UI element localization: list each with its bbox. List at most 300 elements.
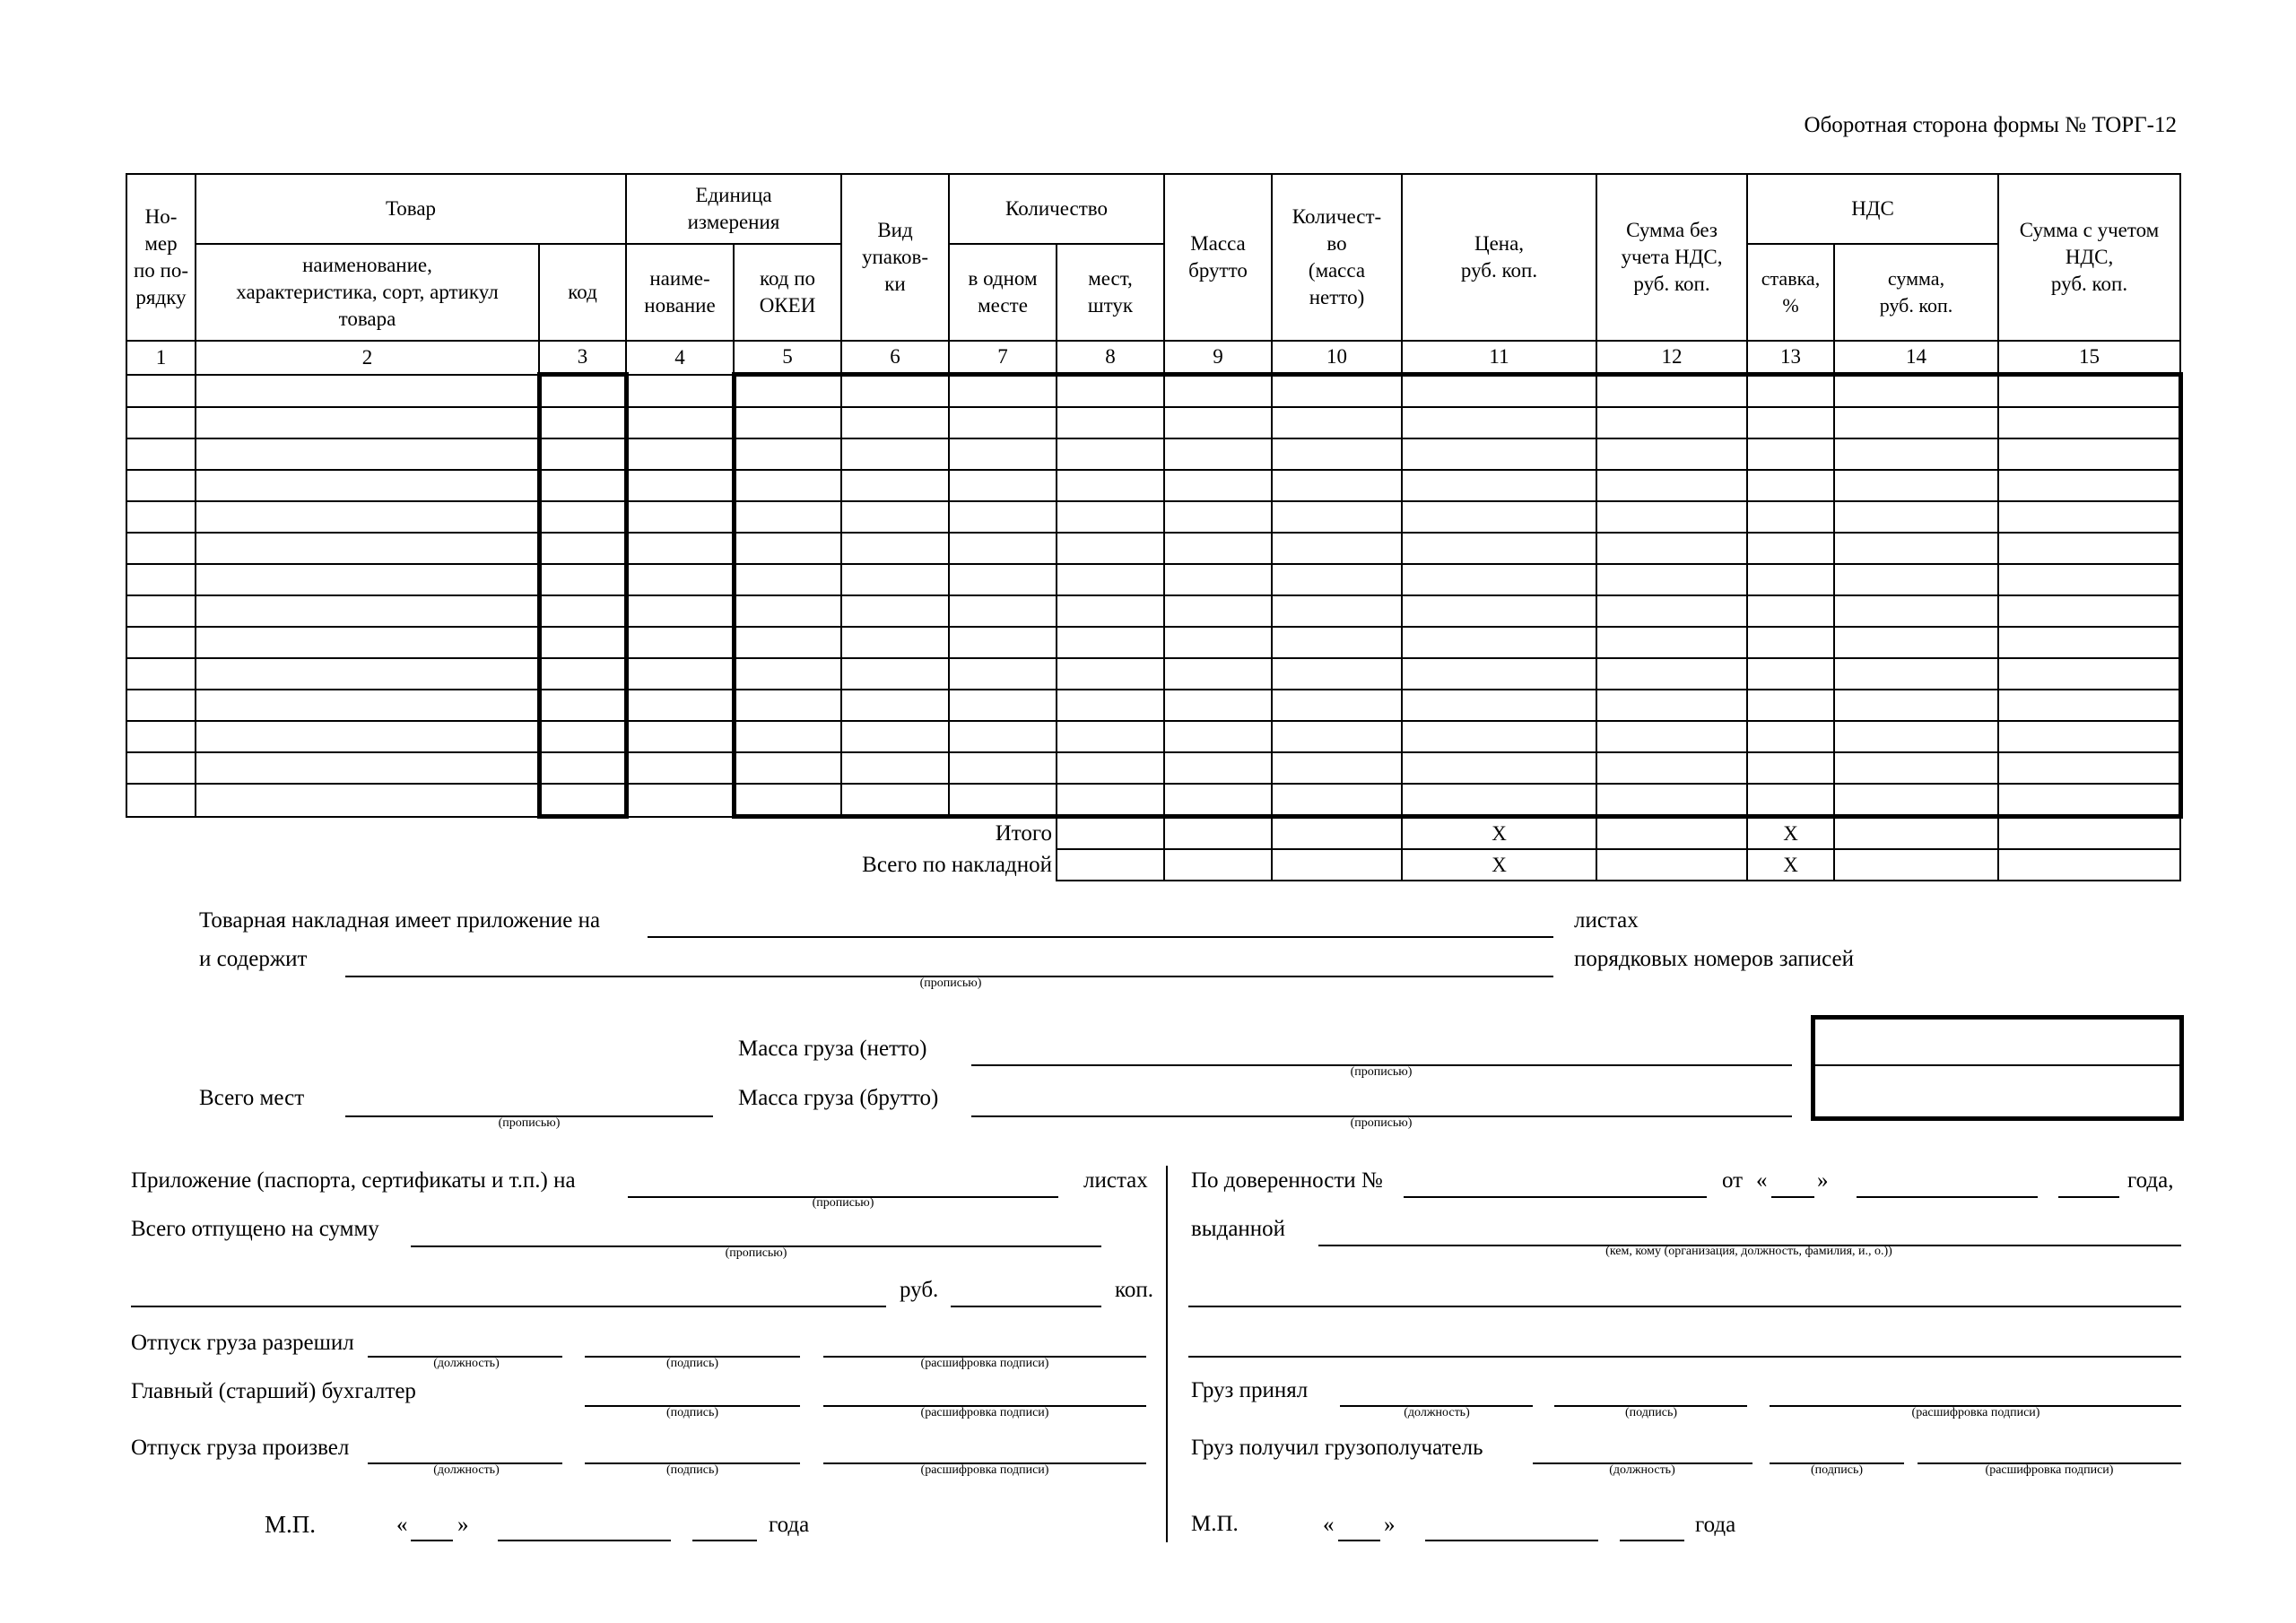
rub-line[interactable] (131, 1306, 886, 1307)
table-row (126, 627, 2180, 658)
table-cell[interactable] (841, 533, 949, 564)
cargo-received-signature-caption: (подпись) (1810, 1463, 1864, 1477)
table-cell[interactable] (1272, 438, 1402, 470)
table-cell[interactable] (1596, 501, 1747, 533)
accountant-signature-caption: (подпись) (665, 1406, 719, 1419)
chief-accountant-label: Главный (старший) бухгалтер (131, 1379, 416, 1403)
table-cell[interactable] (196, 752, 539, 784)
table-cell[interactable] (949, 501, 1057, 533)
poa-quote-open: « (1756, 1168, 1768, 1193)
table-cell[interactable] (1272, 375, 1402, 408)
records-label: порядковых номеров записей (1574, 947, 1854, 971)
table-cell[interactable] (126, 375, 196, 408)
table-cell[interactable] (734, 375, 841, 408)
net-mass-caption: (прописью) (1350, 1065, 1413, 1079)
table-cell[interactable] (949, 721, 1057, 752)
table-cell[interactable] (841, 627, 949, 658)
column-number: 10 (1272, 341, 1402, 375)
header-number: Но- мер по по- рядку (126, 174, 196, 341)
table-cell[interactable] (1596, 784, 1747, 817)
table-cell[interactable] (1834, 595, 1998, 627)
poa-year-label: года, (2127, 1168, 2174, 1193)
kop-line[interactable] (951, 1306, 1101, 1307)
table-cell[interactable] (126, 752, 196, 784)
table-cell[interactable] (949, 627, 1057, 658)
header-goods-code: код (539, 244, 626, 341)
table-cell[interactable] (126, 533, 196, 564)
table-cell[interactable] (1998, 501, 2180, 533)
table-cell[interactable] (1057, 721, 1164, 752)
table-cell[interactable] (1747, 564, 1834, 595)
table-cell[interactable] (1402, 752, 1596, 784)
table-cell[interactable] (626, 375, 734, 408)
table-cell[interactable] (1998, 752, 2180, 784)
table-cell[interactable] (734, 784, 841, 817)
table-cell[interactable] (1164, 533, 1272, 564)
table-cell[interactable] (1998, 438, 2180, 470)
table-cell[interactable] (1747, 690, 1834, 721)
table-cell[interactable] (126, 690, 196, 721)
table-cell[interactable] (1272, 470, 1402, 501)
table-cell[interactable] (626, 564, 734, 595)
table-cell[interactable] (1402, 533, 1596, 564)
table-row (126, 752, 2180, 784)
table-cell[interactable] (1402, 501, 1596, 533)
table-cell[interactable] (949, 375, 1057, 408)
table-cell[interactable] (841, 690, 949, 721)
table-cell[interactable] (734, 752, 841, 784)
attachment-sheets-label: листах (1083, 1168, 1148, 1193)
total-cell[interactable] (1834, 817, 1998, 850)
table-cell[interactable] (734, 407, 841, 438)
table-cell[interactable] (734, 564, 841, 595)
table-cell[interactable] (626, 438, 734, 470)
table-cell[interactable] (1596, 438, 1747, 470)
table-cell[interactable] (841, 658, 949, 690)
release-made-decoding-caption: (расшифровка подписи) (920, 1463, 1049, 1477)
table-cell[interactable] (1747, 627, 1834, 658)
table-cell[interactable] (1272, 752, 1402, 784)
table-cell[interactable] (1834, 752, 1998, 784)
table-cell[interactable] (1596, 375, 1747, 408)
table-cell[interactable] (126, 438, 196, 470)
left-stamp-label: М.П. (265, 1511, 317, 1538)
x-mark: Х (1747, 849, 1834, 881)
table-cell[interactable] (1747, 658, 1834, 690)
table-cell[interactable] (1057, 438, 1164, 470)
table-cell[interactable] (1747, 595, 1834, 627)
table-cell[interactable] (1272, 627, 1402, 658)
appendix-sheets-line[interactable] (648, 936, 1553, 938)
table-cell[interactable] (1057, 690, 1164, 721)
table-cell[interactable] (1998, 470, 2180, 501)
table-cell[interactable] (1272, 564, 1402, 595)
table-cell[interactable] (539, 721, 626, 752)
table-cell[interactable] (539, 690, 626, 721)
table-cell[interactable] (734, 501, 841, 533)
issued-extra-line[interactable] (1188, 1356, 2181, 1358)
table-cell[interactable] (949, 564, 1057, 595)
table-cell[interactable] (1596, 721, 1747, 752)
table-cell[interactable] (1402, 470, 1596, 501)
table-cell[interactable] (1272, 690, 1402, 721)
table-cell[interactable] (949, 533, 1057, 564)
table-cell[interactable] (196, 470, 539, 501)
column-number: 12 (1596, 341, 1747, 375)
right-stamp-label: М.П. (1191, 1512, 1239, 1536)
poa-from-label: от (1722, 1168, 1744, 1193)
table-row (126, 533, 2180, 564)
table-cell[interactable] (626, 501, 734, 533)
table-cell[interactable] (1164, 721, 1272, 752)
table-cell[interactable] (626, 752, 734, 784)
table-cell[interactable] (1057, 533, 1164, 564)
release-made-position-caption: (должность) (433, 1463, 500, 1477)
table-cell[interactable] (196, 375, 539, 408)
table-cell[interactable] (1057, 501, 1164, 533)
table-cell[interactable] (1834, 438, 1998, 470)
net-mass-label: Масса груза (нетто) (738, 1037, 927, 1061)
table-cell[interactable] (1834, 658, 1998, 690)
table-cell[interactable] (1272, 407, 1402, 438)
table-cell[interactable] (196, 658, 539, 690)
table-cell[interactable] (734, 533, 841, 564)
table-cell[interactable] (1057, 470, 1164, 501)
table-cell[interactable] (1596, 752, 1747, 784)
table-cell[interactable] (1164, 375, 1272, 408)
table-cell[interactable] (126, 627, 196, 658)
table-cell[interactable] (1164, 784, 1272, 817)
table-cell[interactable] (126, 407, 196, 438)
table-cell[interactable] (1998, 595, 2180, 627)
total-cell[interactable] (1998, 817, 2180, 850)
table-cell[interactable] (1402, 627, 1596, 658)
table-cell[interactable] (841, 375, 949, 408)
table-cell[interactable] (539, 627, 626, 658)
total-cell[interactable] (1998, 849, 2180, 881)
header-vat: НДС (1747, 174, 1998, 244)
total-cell[interactable] (1834, 849, 1998, 881)
table-cell[interactable] (126, 564, 196, 595)
table-cell[interactable] (1596, 658, 1747, 690)
table-cell[interactable] (126, 470, 196, 501)
table-cell[interactable] (1998, 690, 2180, 721)
table-cell[interactable] (1998, 564, 2180, 595)
table-cell[interactable] (1057, 407, 1164, 438)
table-cell[interactable] (1834, 533, 1998, 564)
table-cell[interactable] (734, 438, 841, 470)
table-cell[interactable] (841, 470, 949, 501)
total-cell[interactable] (1057, 817, 1164, 850)
table-cell[interactable] (1057, 564, 1164, 595)
right-day-line[interactable] (1338, 1540, 1380, 1541)
gross-mass-caption: (прописью) (1350, 1116, 1413, 1130)
table-cell[interactable] (1402, 407, 1596, 438)
table-row (126, 407, 2180, 438)
table-cell[interactable] (1834, 501, 1998, 533)
table-cell[interactable] (734, 595, 841, 627)
table-cell[interactable] (1402, 438, 1596, 470)
table-cell[interactable] (1057, 595, 1164, 627)
table-cell[interactable] (841, 564, 949, 595)
total-places-label: Всего мест (199, 1086, 305, 1110)
header-qty: Количество (949, 174, 1164, 244)
table-cell[interactable] (1164, 501, 1272, 533)
table-cell[interactable] (1272, 595, 1402, 627)
total-cell[interactable] (1164, 817, 1272, 850)
header-sum-with-vat: Сумма с учетом НДС, руб. коп. (1998, 174, 2180, 341)
table-cell[interactable] (949, 752, 1057, 784)
table-cell[interactable] (734, 721, 841, 752)
table-cell[interactable] (1834, 470, 1998, 501)
poa-year-line[interactable] (2058, 1196, 2119, 1198)
table-cell[interactable] (949, 438, 1057, 470)
table-cell[interactable] (1402, 564, 1596, 595)
table-cell[interactable] (1747, 407, 1834, 438)
table-cell[interactable] (1747, 533, 1834, 564)
table-cell[interactable] (126, 721, 196, 752)
table-cell[interactable] (196, 690, 539, 721)
table-cell[interactable] (626, 627, 734, 658)
total-cell[interactable] (1596, 817, 1747, 850)
table-cell[interactable] (1057, 752, 1164, 784)
table-cell[interactable] (196, 501, 539, 533)
table-cell[interactable] (539, 470, 626, 501)
table-cell[interactable] (1998, 375, 2180, 408)
table-cell[interactable] (196, 784, 539, 817)
table-cell[interactable] (626, 470, 734, 501)
table-cell[interactable] (1834, 375, 1998, 408)
table-cell[interactable] (196, 407, 539, 438)
column-separator (1166, 1166, 1168, 1542)
table-cell[interactable] (949, 407, 1057, 438)
table-row (126, 501, 2180, 533)
table-cell[interactable] (1272, 721, 1402, 752)
total-released-caption: (прописью) (725, 1246, 787, 1260)
table-cell[interactable] (1402, 690, 1596, 721)
power-of-attorney-label: По доверенности № (1191, 1168, 1383, 1193)
left-year-line[interactable] (692, 1540, 757, 1541)
table-cell[interactable] (626, 658, 734, 690)
table-cell[interactable] (626, 721, 734, 752)
table-cell[interactable] (539, 595, 626, 627)
table-cell[interactable] (1596, 564, 1747, 595)
total-cell[interactable] (1272, 817, 1402, 850)
table-cell[interactable] (1402, 595, 1596, 627)
header-qty-places: мест, штук (1057, 244, 1164, 341)
table-cell[interactable] (1998, 407, 2180, 438)
table-cell[interactable] (1402, 375, 1596, 408)
table-cell[interactable] (1998, 658, 2180, 690)
table-cell[interactable] (1998, 721, 2180, 752)
table-row (126, 375, 2180, 408)
table-cell[interactable] (949, 690, 1057, 721)
column-number: 8 (1057, 341, 1164, 375)
total-row (126, 817, 2180, 850)
table-cell[interactable] (1057, 375, 1164, 408)
header-qty-one: в одном месте (949, 244, 1057, 341)
total-cell[interactable] (1057, 849, 1164, 881)
power-of-attorney-number-line[interactable] (1404, 1196, 1707, 1198)
table-cell[interactable] (1164, 438, 1272, 470)
table-cell[interactable] (1596, 595, 1747, 627)
right-year-label: года (1695, 1513, 1736, 1537)
cargo-received-decoding-caption: (расшифровка подписи) (1985, 1463, 2114, 1477)
table-cell[interactable] (626, 533, 734, 564)
table-cell[interactable] (1998, 784, 2180, 817)
column-number: 1 (126, 341, 196, 375)
table-cell[interactable] (126, 784, 196, 817)
header-unit-name: наиме- нование (626, 244, 734, 341)
table-cell[interactable] (1747, 721, 1834, 752)
table-cell[interactable] (196, 627, 539, 658)
table-cell[interactable] (1834, 627, 1998, 658)
left-month-line[interactable] (498, 1540, 671, 1541)
total-cell[interactable] (1596, 849, 1747, 881)
table-cell[interactable] (196, 595, 539, 627)
appendix-label: Товарная накладная имеет приложение на (199, 908, 601, 933)
table-cell[interactable] (1747, 470, 1834, 501)
table-cell[interactable] (1402, 721, 1596, 752)
grand-total-row (126, 849, 2180, 881)
table-cell[interactable] (1596, 470, 1747, 501)
accountant-decoding-caption: (расшифровка подписи) (920, 1406, 1049, 1419)
table-cell[interactable] (626, 407, 734, 438)
table-cell[interactable] (1164, 595, 1272, 627)
table-cell[interactable] (1057, 627, 1164, 658)
table-cell[interactable] (734, 470, 841, 501)
table-cell[interactable] (841, 438, 949, 470)
table-cell[interactable] (1272, 501, 1402, 533)
table-cell[interactable] (196, 533, 539, 564)
column-number: 6 (841, 341, 949, 375)
poa-day-line[interactable] (1771, 1196, 1814, 1198)
header-price: Цена, руб. коп. (1402, 174, 1596, 341)
table-cell[interactable] (626, 595, 734, 627)
table-cell[interactable] (539, 658, 626, 690)
table-cell[interactable] (539, 752, 626, 784)
table-cell[interactable] (1057, 784, 1164, 817)
header-gross: Масса брутто (1164, 174, 1272, 341)
table-cell[interactable] (1164, 690, 1272, 721)
table-cell[interactable] (1834, 690, 1998, 721)
cargo-accepted-position-caption: (должность) (1404, 1406, 1470, 1419)
column-number: 13 (1747, 341, 1834, 375)
table-cell[interactable] (841, 407, 949, 438)
table-cell[interactable] (1272, 784, 1402, 817)
table-cell[interactable] (949, 595, 1057, 627)
table-cell[interactable] (1747, 375, 1834, 408)
table-cell[interactable] (1834, 721, 1998, 752)
release-allowed-label: Отпуск груза разрешил (131, 1331, 354, 1355)
gross-mass-label: Масса груза (брутто) (738, 1086, 939, 1110)
total-cell[interactable] (1164, 849, 1272, 881)
table-cell[interactable] (1272, 533, 1402, 564)
table-cell[interactable] (539, 375, 626, 408)
table-cell[interactable] (1164, 470, 1272, 501)
table-cell[interactable] (126, 658, 196, 690)
table-cell[interactable] (539, 438, 626, 470)
mass-box[interactable] (1811, 1015, 2184, 1121)
table-cell[interactable] (1596, 690, 1747, 721)
table-cell[interactable] (126, 501, 196, 533)
table-cell[interactable] (539, 784, 626, 817)
table-cell[interactable] (734, 658, 841, 690)
column-number: 9 (1164, 341, 1272, 375)
header-pack: Вид упаков- ки (841, 174, 949, 341)
issued-continued-line[interactable] (1188, 1306, 2181, 1307)
table-cell[interactable] (539, 501, 626, 533)
table-cell[interactable] (1596, 627, 1747, 658)
table-cell[interactable] (1998, 533, 2180, 564)
table-cell[interactable] (1164, 564, 1272, 595)
table-cell[interactable] (841, 784, 949, 817)
table-cell[interactable] (1834, 564, 1998, 595)
table-cell[interactable] (949, 470, 1057, 501)
poa-month-line[interactable] (1857, 1196, 2038, 1198)
release-allowed-signature-caption: (подпись) (665, 1357, 719, 1370)
table-cell[interactable] (841, 501, 949, 533)
right-month-line[interactable] (1425, 1540, 1598, 1541)
table-cell[interactable] (126, 595, 196, 627)
table-row (126, 658, 2180, 690)
table-cell[interactable] (196, 721, 539, 752)
kop-label: коп. (1115, 1278, 1154, 1302)
table-cell[interactable] (841, 595, 949, 627)
table-cell[interactable] (1596, 407, 1747, 438)
table-cell[interactable] (841, 721, 949, 752)
table-cell[interactable] (949, 658, 1057, 690)
table-cell[interactable] (734, 627, 841, 658)
table-cell[interactable] (1402, 784, 1596, 817)
table-cell[interactable] (539, 564, 626, 595)
left-day-line[interactable] (411, 1540, 453, 1541)
table-cell[interactable] (949, 784, 1057, 817)
x-mark: Х (1402, 849, 1596, 881)
table-cell[interactable] (196, 564, 539, 595)
table-cell[interactable] (841, 752, 949, 784)
right-year-line[interactable] (1620, 1540, 1684, 1541)
table-cell[interactable] (539, 533, 626, 564)
table-cell[interactable] (626, 784, 734, 817)
table-cell[interactable] (1164, 407, 1272, 438)
table-cell[interactable] (1164, 752, 1272, 784)
table-cell[interactable] (1747, 501, 1834, 533)
table-cell[interactable] (1596, 533, 1747, 564)
table-cell[interactable] (1747, 438, 1834, 470)
table-cell[interactable] (1834, 784, 1998, 817)
table-cell[interactable] (196, 438, 539, 470)
table-cell[interactable] (1164, 627, 1272, 658)
table-cell[interactable] (734, 690, 841, 721)
table-cell[interactable] (1057, 658, 1164, 690)
table-cell[interactable] (539, 407, 626, 438)
table-cell[interactable] (1998, 627, 2180, 658)
table-cell[interactable] (1272, 658, 1402, 690)
table-cell[interactable] (1747, 784, 1834, 817)
table-cell[interactable] (626, 690, 734, 721)
total-cell[interactable] (1272, 849, 1402, 881)
header-unit: Единица измерения (626, 174, 841, 244)
table-cell[interactable] (1747, 752, 1834, 784)
table-cell[interactable] (1402, 658, 1596, 690)
column-number: 4 (626, 341, 734, 375)
table-cell[interactable] (1164, 658, 1272, 690)
column-number: 3 (539, 341, 626, 375)
table-cell[interactable] (1834, 407, 1998, 438)
header-unit-okei: код по ОКЕИ (734, 244, 841, 341)
goods-table (126, 173, 2183, 881)
